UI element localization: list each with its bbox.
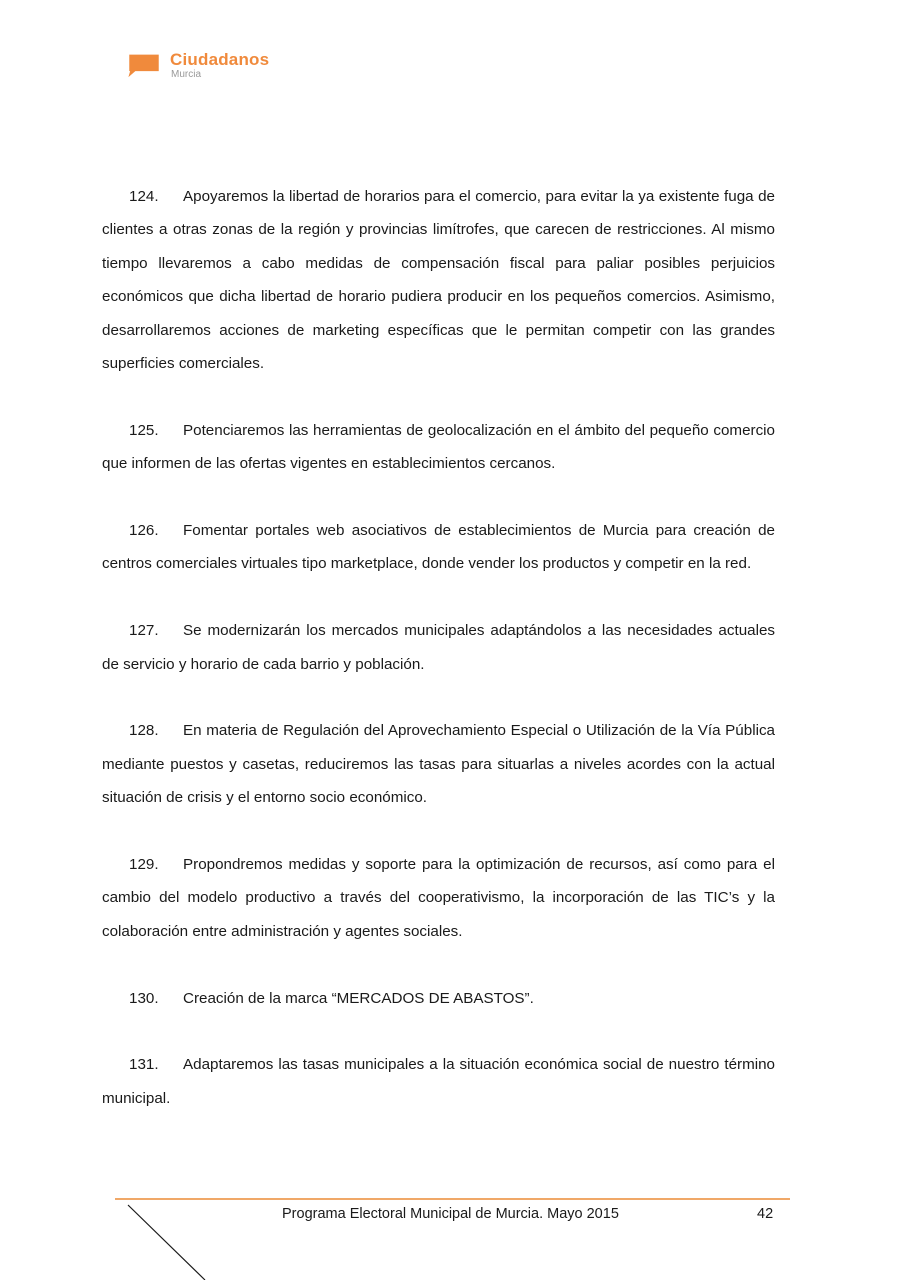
item-text: Potenciaremos las herramientas de geolocalización en el ámbito del pequeño comercio que informen de las ofertas vigentes en establecimientos cercanos. xyxy=(102,421,775,473)
list-item xyxy=(102,180,775,380)
item-text: En materia de Regulación del Aprovechamiento Especial o Utilización de la Vía Pública mediante puestos y casetas, reduciremos las tasas para situarlas a niveles acordes con la actual situación de crisis y el entorno socio económico. xyxy=(102,722,775,807)
footer-title: Programa Electoral Municipal de Murcia. Mayo 2015 xyxy=(282,1206,619,1222)
list-item xyxy=(102,714,775,814)
item-text: Fomentar portales web asociativos de establecimientos de Murcia para creación de centros comerciales virtuales tipo marketplace, donde vender los productos y competir en la red. xyxy=(102,522,775,573)
item-number: 126. xyxy=(129,522,159,540)
list-item xyxy=(102,414,775,481)
list-item xyxy=(102,848,775,948)
speech-bubble-logo-icon xyxy=(124,52,164,78)
document-body xyxy=(102,180,775,1149)
item-text: Apoyaremos la libertad de horarios para el comercio, para evitar la ya existente fuga de clientes a otras zonas de la región y provincias limítrofes, que carecen de restricciones. Al mismo tiempo llevaremos a cabo medidas de compensación fiscal para paliar posibles perjuicios económicos que dicha libertad de horario pudiera producir en los pequeños comercios. Asimismo, desarrollaremos acciones de marketing específicas que le permitan competir con las grandes superficies comerciales. xyxy=(102,188,775,373)
item-number: 129. xyxy=(129,856,159,874)
item-text: Creación de la marca “MERCADOS DE ABASTOS”. xyxy=(183,989,534,1007)
item-text: Propondremos medidas y soporte para la optimización de recursos, así como para el cambio del modelo productivo a través del cooperativismo, la incorporación de las TIC’s y la colaboración entre administración y agentes sociales. xyxy=(102,856,775,940)
item-number: 130. xyxy=(129,989,159,1007)
item-text: Adaptaremos las tasas municipales a la situación económica social de nuestro término municipal. xyxy=(102,1056,775,1107)
list-item xyxy=(102,1048,775,1115)
ciudadanos-logo xyxy=(124,50,284,88)
item-number: 124. xyxy=(129,188,159,205)
logo-subtitle: Murcia xyxy=(171,69,202,80)
item-number: 125. xyxy=(129,421,159,439)
list-item xyxy=(102,614,775,681)
footer-diagonal-line xyxy=(125,1202,215,1280)
list-item xyxy=(102,982,775,1015)
item-number: 127. xyxy=(129,622,159,640)
logo-name: Ciudadanos xyxy=(170,50,270,69)
footer-divider xyxy=(115,1198,790,1200)
item-number: 128. xyxy=(129,722,159,740)
item-text: Se modernizarán los mercados municipales adaptándolos a las necesidades actuales de servicio y horario de cada barrio y población. xyxy=(102,622,775,673)
item-number: 131. xyxy=(129,1056,159,1074)
list-item xyxy=(102,514,775,581)
page-number: 42 xyxy=(757,1206,774,1222)
